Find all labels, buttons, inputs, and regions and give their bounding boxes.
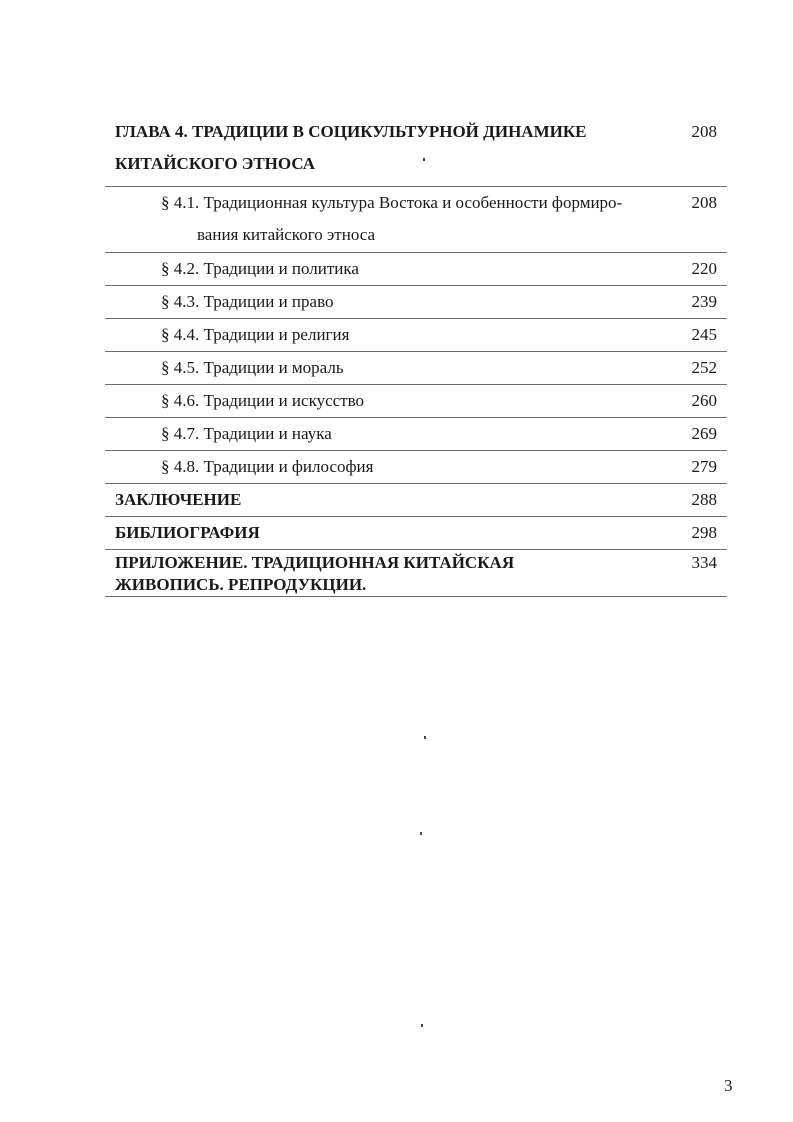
toc-title-line: КИТАЙСКОГО ЭТНОСА (115, 154, 316, 173)
toc-title-line: вания китайского этноса (197, 225, 376, 244)
toc-title-line: ГЛАВА 4. ТРАДИЦИИ В СОЦИКУЛЬТУРНОЙ ДИНАМИКЕ (115, 122, 587, 141)
toc-entry-section-4-3[interactable] (105, 286, 727, 319)
toc-page-number: 279 (691, 457, 717, 476)
toc-entry-section-4-2[interactable] (105, 253, 727, 286)
toc-entry-title: § 4.2. Традиции и политика (161, 259, 359, 278)
scan-speck (420, 832, 422, 835)
toc-entry-section-4-6[interactable] (105, 385, 727, 418)
toc-page-number: 269 (691, 424, 717, 443)
toc-entry-title: БИБЛИОГРАФИЯ (115, 523, 260, 542)
toc-entry-section-4-8[interactable] (105, 451, 727, 484)
toc-entry-title: § 4.4. Традиции и религия (161, 325, 350, 344)
toc-page-number: 239 (691, 292, 717, 311)
toc-entry-conclusion[interactable] (105, 484, 727, 517)
scan-speck (421, 1024, 423, 1027)
toc-entry-chapter-4[interactable] (105, 116, 727, 187)
toc-entry-section-4-1[interactable] (105, 187, 727, 253)
toc-page-number: 260 (691, 391, 717, 410)
toc-entry-title: § 4.6. Традиции и искусство (161, 391, 365, 410)
scan-speck (423, 158, 425, 161)
toc-page-number: 208 (691, 122, 717, 141)
page-number: 3 (724, 1076, 733, 1095)
toc-entry-section-4-4[interactable] (105, 319, 727, 352)
toc-page-number: 220 (691, 259, 717, 278)
toc-title-line: § 4.1. Традиционная культура Востока и особенности формиро- (161, 193, 623, 212)
toc-page-number: 288 (691, 490, 717, 509)
toc-page-number: 252 (691, 358, 717, 377)
toc-entry-appendix[interactable] (105, 550, 727, 597)
toc-entry-title: ЗАКЛЮЧЕНИЕ (115, 490, 242, 509)
toc-entry-title: § 4.8. Традиции и философия (161, 457, 374, 476)
toc-entry-title (105, 116, 727, 180)
toc-title-line: ЖИВОПИСЬ. РЕПРОДУКЦИИ. (115, 575, 367, 594)
toc-entry-section-4-7[interactable] (105, 418, 727, 451)
toc-entry-title: § 4.3. Традиции и право (161, 292, 334, 311)
toc-page-number: 208 (691, 193, 717, 212)
toc-title-line: ПРИЛОЖЕНИЕ. ТРАДИЦИОННАЯ КИТАЙСКАЯ (115, 553, 515, 572)
toc-page-number: 334 (691, 553, 717, 572)
table-of-contents (105, 116, 727, 597)
scan-speck (424, 736, 426, 739)
toc-entry-title: § 4.7. Традиции и наука (161, 424, 332, 443)
toc-entry-title (105, 187, 727, 251)
toc-page-number: 245 (691, 325, 717, 344)
toc-entry-title: § 4.5. Традиции и мораль (161, 358, 344, 377)
toc-entry-bibliography[interactable] (105, 517, 727, 550)
toc-entry-title (105, 550, 727, 596)
toc-page-number: 298 (691, 523, 717, 542)
toc-entry-section-4-5[interactable] (105, 352, 727, 385)
